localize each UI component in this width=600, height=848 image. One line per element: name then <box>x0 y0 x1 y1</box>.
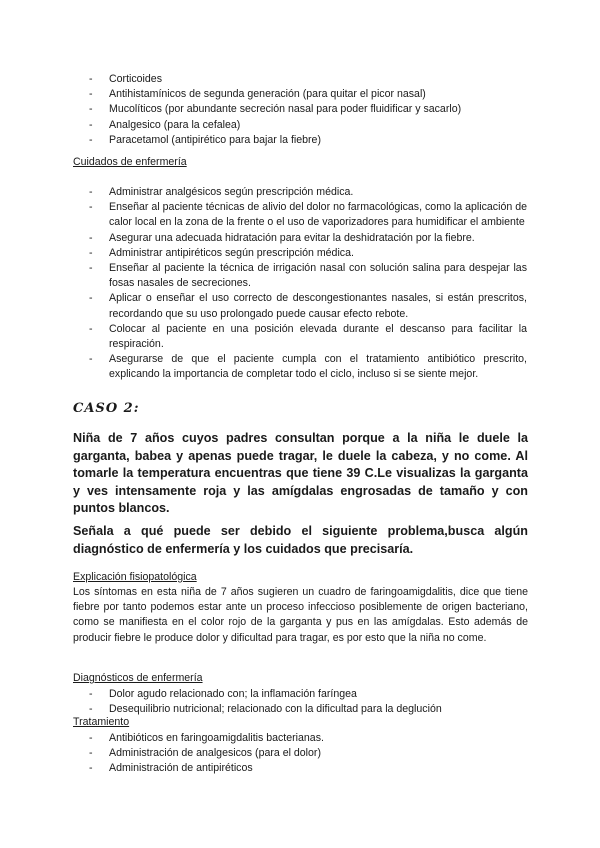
list-item: - Mucolíticos (por abundante secreción nasal para poder fluidificar y sacarlo) <box>109 102 529 117</box>
bullet-dash: - <box>89 732 93 744</box>
bullet-dash: - <box>89 88 93 101</box>
list-item: - Administración de analgesicos (para el dolor) <box>109 746 529 761</box>
bullet-dash: - <box>89 703 93 716</box>
bullet-dash: - <box>89 73 93 85</box>
bullet-dash: - <box>89 201 93 214</box>
bullet-dash: - <box>89 747 93 760</box>
diagnosticos-list <box>89 687 529 717</box>
caso-question: Señala a qué puede ser debido el siguiente problema,busca algún diagnóstico de enfermería y los cuidados que precisaría. <box>73 524 528 556</box>
bullet-dash: - <box>89 246 93 259</box>
bullet-dash: - <box>89 103 93 116</box>
list-item: - Administrar analgésicos según prescripción médica. <box>109 185 527 200</box>
list-item: - Antihistamínicos de segunda generación (para quitar el picor nasal) <box>109 87 529 102</box>
bullet-dash: - <box>89 118 93 131</box>
list-item: - Administrar antipiréticos según prescripción médica. <box>109 246 527 261</box>
list-item: - Corticoides <box>109 72 529 87</box>
medication-list <box>89 72 529 148</box>
list-item: - Administración de antipiréticos <box>109 761 529 776</box>
diagnosticos-heading: Diagnósticos de enfermería <box>73 672 203 684</box>
explicacion-heading: Explicación fisiopatológica <box>73 571 197 583</box>
bullet-dash: - <box>89 353 93 366</box>
bullet-dash: - <box>89 322 93 335</box>
tratamiento-list <box>89 731 529 777</box>
list-item: - Asegurar una adecuada hidratación para evitar la deshidratación por la fiebre. <box>109 231 527 246</box>
bullet-dash: - <box>89 762 93 775</box>
list-item: - Enseñar al paciente la técnica de irrigación nasal con solución salina para despejar las fosas nasales de secreciones. <box>89 262 527 290</box>
list-item: - Antibióticos en faringoamigdalitis bacterianas. <box>109 731 529 746</box>
explicacion-paragraph: Los síntomas en esta niña de 7 años sugieren un cuadro de faringoamigdalitis, dice que tiene fiebre por tanto podemos estar ante un proceso infeccioso posiblemente de origen bacteriano, como se manifiesta en el color rojo de la garganta y pus en las amígdalas. Esto además de producir fiebre le produce dolor y dificultad para tragar, es por esto que la niña no come. <box>73 586 528 644</box>
list-item: - Enseñar al paciente técnicas de alivio del dolor no farmacológicas, como la aplicación de calor local en la zona de la frente o el uso de vaporizadores para humidificar el ambiente <box>89 201 527 229</box>
list-item: - Paracetamol (antipirético para bajar la fiebre) <box>109 133 529 148</box>
bullet-dash: - <box>89 688 93 700</box>
list-item: - Aplicar o enseñar el uso correcto de descongestionantes nasales, si están prescritos, recordando que su uso prolongado puede causar efecto rebote. <box>89 292 527 320</box>
list-item: - Dolor agudo relacionado con; la inflamación faríngea <box>109 687 529 702</box>
list-item: - Desequilibrio nutricional; relacionado con la dificultad para la deglución <box>109 702 529 717</box>
cuidados-heading: Cuidados de enfermería <box>73 156 187 168</box>
bullet-dash: - <box>89 133 93 146</box>
caso-description: Niña de 7 años cuyos padres consultan porque a la niña le duele la garganta, babea y apenas puede tragar, le duele la cabeza, y no come. Al tomarle la temperatura encuentras que tiene 39 C.Le visualizas la garganta y ves intensamente roja y las amígdalas engrosadas de tamaño y con puntos blancos. <box>73 431 528 515</box>
bullet-dash: - <box>89 186 93 198</box>
tratamiento-heading: Tratamiento <box>73 716 130 728</box>
list-item: - Asegurarse de que el paciente cumpla con el tratamiento antibiótico prescrito, explicando la importancia de completar todo el ciclo, incluso si se siente mejor. <box>89 353 527 381</box>
caso-heading: CASO 2: <box>73 401 140 416</box>
bullet-dash: - <box>89 292 93 305</box>
list-item: - Analgesico (para la cefalea) <box>109 118 529 133</box>
bullet-dash: - <box>89 262 93 275</box>
cuidados-list <box>89 185 527 383</box>
bullet-dash: - <box>89 231 93 244</box>
list-item: - Colocar al paciente en una posición elevada durante el descanso para facilitar la respiración. <box>89 322 527 351</box>
